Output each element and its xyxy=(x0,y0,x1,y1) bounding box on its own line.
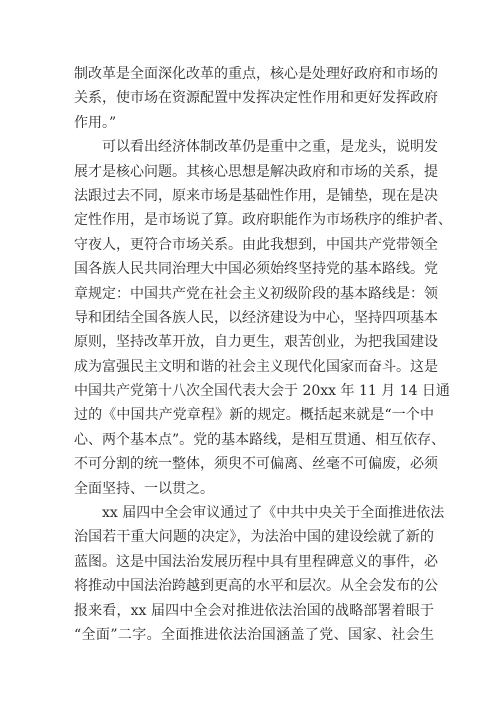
text-line: 不可分割的统一整体，须臾不可偏离、丝毫不可偏废，必须 xyxy=(74,456,438,473)
text-line: “全面”二字。全面推进依法治国涵盖了党、国家、社会生 xyxy=(74,626,434,643)
text-line: 治国若干重大问题的决定》，为法治中国的建设绘就了新的 xyxy=(74,529,434,546)
text-line: 报来看，xx 届四中全会对推进依法治国的战略部署着眼于 xyxy=(74,602,434,619)
text-line: 展才是核心问题。其核心思想是解决政府和市场的关系，提 xyxy=(74,163,438,180)
text-line: 关系，使市场在资源配置中发挥决定性作用和更好发挥政府 xyxy=(74,90,438,107)
text-line: 法跟过去不同，原来市场是基础性作用，是铺垫，现在是决 xyxy=(74,187,438,204)
paragraph-first-line: xx 届四中全会审议通过了《中共中央关于全面推进依法 xyxy=(102,505,445,522)
text-line: 中国共产党第十八次全国代表大会于 20xx 年 11 月 14 日通 xyxy=(74,383,450,400)
text-line: 国各族人民共同治理大中国必须始终坚持党的基本路线。党 xyxy=(74,261,438,278)
text-line: 成为富强民主文明和谐的社会主义现代化国家而奋斗。这是 xyxy=(74,358,438,375)
text-line: 过的《中国共产党章程》新的规定。概括起来就是“一个中 xyxy=(74,407,434,424)
text-line: 作用。” xyxy=(74,114,117,131)
text-line: 将推动中国法治跨越到更高的水平和层次。从全会发布的公 xyxy=(74,578,438,595)
text-line: 蓝图。这是中国法治发展历程中具有里程碑意义的事件，必 xyxy=(74,553,438,570)
text-line: 制改革是全面深化改革的重点，核心是处理好政府和市场的 xyxy=(74,66,438,82)
text-line: 定性作用，是市场说了算。政府职能作为市场秩序的维护者、 xyxy=(74,212,452,229)
text-line: 守夜人，更符合市场关系。由此我想到，中国共产党带领全 xyxy=(74,236,438,253)
paragraph-first-line: 可以看出经济体制改革仍是重中之重，是龙头，说明发 xyxy=(102,139,438,156)
text-line: 章规定：中国共产党在社会主义初级阶段的基本路线是：领 xyxy=(74,285,438,302)
text-line: 导和团结全国各族人民，以经济建设为中心，坚持四项基本 xyxy=(74,309,438,326)
text-line: 原则，坚持改革开放，自力更生，艰苦创业，为把我国建设 xyxy=(74,334,438,351)
body-text xyxy=(74,62,452,647)
text-line: 心、两个基本点”。党的基本路线，是相互贯通、相互依存、 xyxy=(74,431,446,448)
text-line: 全面坚持、一以贯之。 xyxy=(74,480,214,497)
